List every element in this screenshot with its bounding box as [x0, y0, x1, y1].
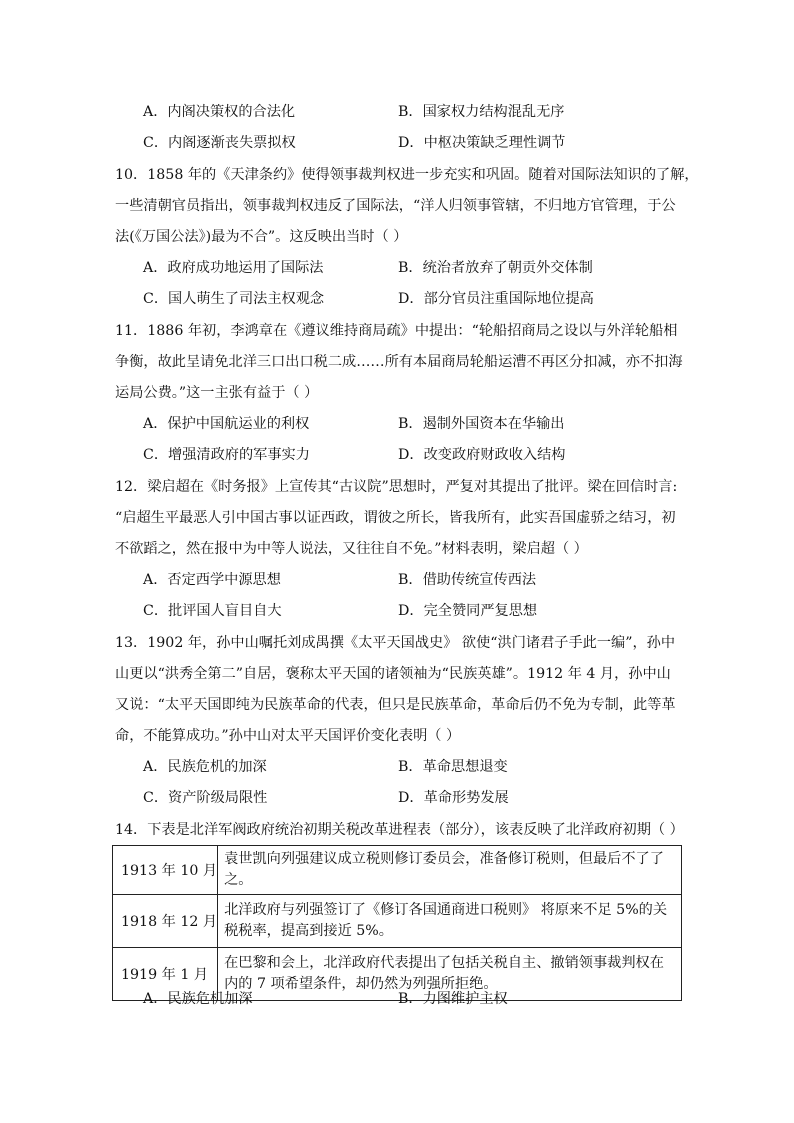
table-cell-event: 在巴黎和会上，北洋政府代表提出了包括关税自主、撤销领事裁判权在内的 7 项希望条件，却仍然为列强所拒绝。	[218, 948, 682, 1001]
q12-stem-line-3: 不欲蹈之，然在报中为中等人说法，又往往自不免。”材料表明，梁启超（ ）	[115, 541, 588, 557]
q13-option-d: D．革命形势发展	[398, 790, 509, 806]
q10-option-c: C．国人萌生了司法主权观念	[143, 291, 325, 307]
q12-stem-line-1: 12．梁启超在《时务报》上宣传其“古议院”思想时，严复对其提出了批评。梁在回信时言:	[115, 479, 678, 495]
q11-option-a: A．保护中国航运业的利权	[143, 416, 310, 432]
q10-stem-line-1: 10．1858 年的《天津条约》使得领事裁判权进一步充实和巩固。随着对国际法知识的了解，	[115, 167, 699, 183]
q9-option-c: C．内阁逐渐丧失票拟权	[143, 135, 296, 151]
q11-option-c: C．增强清政府的军事实力	[143, 447, 310, 463]
q13-option-c: C．资产阶级局限性	[143, 790, 268, 806]
q10-option-b: B．统治者放弃了朝贡外交体制	[398, 260, 593, 276]
q14-option-b: B．力图维护主权	[398, 991, 508, 1007]
q13-stem-line-2: 山更以“洪秀全第二”自居，褒称太平天国的诸领袖为“民族英雄”。1912 年 4 月，孙中山	[115, 666, 671, 682]
q10-stem-line-3: 法(《万国公法》)最为不合”。这反映出当时（ ）	[115, 229, 408, 245]
q9-option-a: A．内阁决策权的合法化	[143, 104, 296, 120]
table-cell-event: 北洋政府与列强签订了《修订各国通商进口税则》 将原来不足 5%的关税税率，提高到接近 5%。	[218, 895, 682, 948]
q12-stem-line-2: “启超生平最恶人引中国古事以证西政，谓彼之所长，皆我所有，此实吾国虚骄之结习，初	[115, 510, 676, 526]
tariff-reform-table	[112, 845, 682, 1001]
q12-option-d: D．完全赞同严复思想	[398, 603, 538, 619]
q12-option-c: C．批评国人盲目自大	[143, 603, 282, 619]
q11-stem-line-3: 运局公费。”这一主张有益于（ ）	[115, 385, 319, 401]
q11-stem-line-2: 争衡，故此呈请免北洋三口出口税二成……所有本届商局轮船运漕不再区分扣减，亦不扣海	[115, 354, 683, 370]
q9-option-b: B．国家权力结构混乱无序	[398, 104, 565, 120]
table-cell-event: 袁世凯向列强建议成立税则修订委员会，准备修订税则，但最后不了了之。	[218, 846, 682, 895]
table-cell-date: 1919 年 1 月	[113, 948, 218, 1001]
q13-stem-line-3: 又说：“太平天国即纯为民族革命的代表，但只是民族革命，革命后仍不免为专制，此等革	[115, 697, 676, 713]
q14-stem: 14．下表是北洋军阀政府统治初期关税改革进程表（部分），该表反映了北洋政府初期（ ）	[115, 822, 684, 838]
table-row	[113, 895, 682, 948]
q11-stem-line-1: 11．1886 年初，李鸿章在《遵议维持商局疏》中提出：“轮船招商局之设以与外洋轮船相	[115, 323, 678, 339]
q13-stem-line-4: 命，不能算成功。”孙中山对太平天国评价变化表明（ ）	[115, 728, 461, 744]
q10-option-a: A．政府成功地运用了国际法	[143, 260, 324, 276]
q11-option-b: B．遏制外国资本在华输出	[398, 416, 565, 432]
q13-option-b: B．革命思想退变	[398, 759, 508, 775]
q12-option-a: A．否定西学中源思想	[143, 572, 281, 588]
q12-option-b: B．借助传统宣传西法	[398, 572, 537, 588]
table-cell-date: 1913 年 10 月	[113, 846, 218, 895]
q13-option-a: A．民族危机的加深	[143, 759, 267, 775]
q14-option-a: A．民族危机加深	[143, 991, 253, 1007]
table-row	[113, 846, 682, 895]
q13-stem-line-1: 13．1902 年，孙中山嘱托刘成禺撰《太平天国战史》 欲使“洪门诸君子手此一编”，孙中	[115, 635, 676, 651]
q10-stem-line-2: 一些清朝官员指出，领事裁判权违反了国际法，“洋人归领事管辖，不归地方官管理，于公	[115, 198, 676, 214]
table-cell-date: 1918 年 12 月	[113, 895, 218, 948]
q10-option-d: D．部分官员注重国际地位提高	[398, 291, 594, 307]
q9-option-d: D．中枢决策缺乏理性调节	[398, 135, 566, 151]
q11-option-d: D．改变政府财政收入结构	[398, 447, 566, 463]
